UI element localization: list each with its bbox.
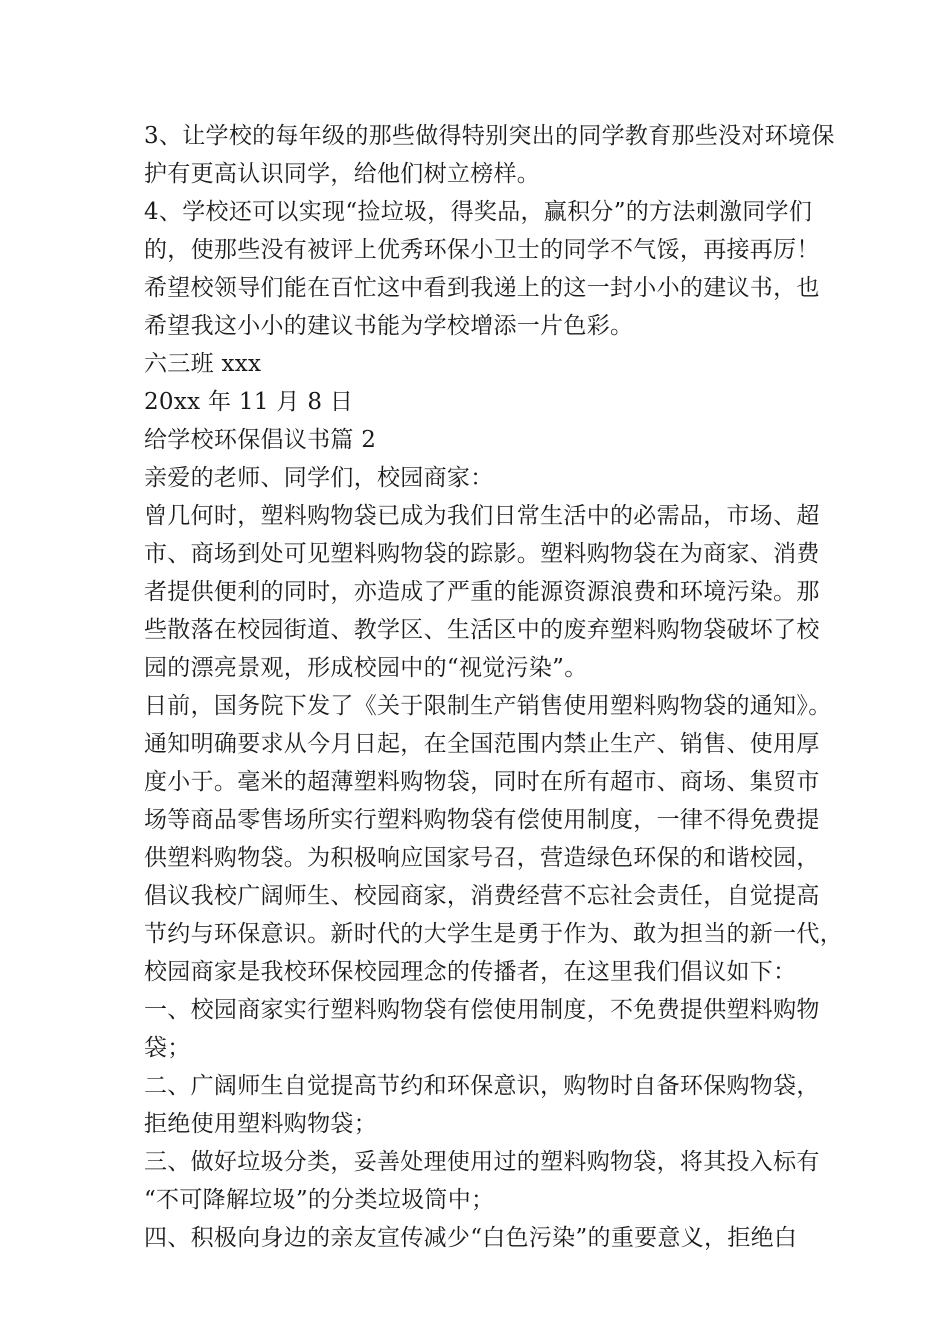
text-line: 日前，国务院下发了《关于限制生产销售使用塑料购物袋的通知》。 — [144, 693, 832, 719]
text-line: 的，使那些没有被评上优秀环保小卫士的同学不气馁，再接再厉！ — [144, 237, 820, 263]
text-line: 些散落在校园街道、教学区、生活区中的废弃塑料购物袋破坏了校 — [144, 617, 820, 643]
text-line: 园的漂亮景观，形成校园中的“视觉污染”。 — [144, 655, 588, 681]
text-line: 度小于。毫米的超薄塑料购物袋，同时在所有超市、商场、集贸市 — [144, 769, 820, 795]
signature-class: 六三班 xxx — [144, 351, 262, 377]
text-line: 曾几何时，塑料购物袋已成为我们日常生活中的必需品，市场、超 — [144, 503, 820, 529]
text-line: 袋； — [144, 1035, 191, 1061]
section-title: 给学校环保倡议书篇 2 — [144, 427, 377, 453]
text-line: 希望我这小小的建议书能为学校增添一片色彩。 — [144, 313, 634, 339]
text-line: 供塑料购物袋。为积极响应国家号召，营造绿色环保的和谐校园， — [144, 845, 820, 871]
text-line: 倡议我校广阔师生、校园商家，消费经营不忘社会责任，自觉提高 — [144, 883, 820, 909]
text-line: 校园商家是我校环保校园理念的传播者，在这里我们倡议如下： — [144, 959, 797, 985]
text-line: 一、校园商家实行塑料购物袋有偿使用制度，不免费提供塑料购物 — [144, 997, 820, 1023]
text-line: 三、做好垃圾分类，妥善处理使用过的塑料购物袋，将其投入标有 — [144, 1149, 820, 1175]
text-line: 者提供便利的同时，亦造成了严重的能源资源浪费和环境污染。那 — [144, 579, 820, 605]
text-line: 3、让学校的每年级的那些做得特别突出的同学教育那些没对环境保 — [144, 123, 835, 149]
signature-date: 20xx 年 11 月 8 日 — [144, 389, 354, 415]
document-body — [144, 117, 843, 1257]
text-line: 四、积极向身边的亲友宣传减少“白色污染”的重要意义，拒绝白 — [144, 1225, 798, 1251]
text-line: 护有更高认识同学，给他们树立榜样。 — [144, 161, 541, 187]
text-line: 拒绝使用塑料购物袋； — [144, 1111, 377, 1137]
text-line: 通知明确要求从今月日起，在全国范围内禁止生产、销售、使用厚 — [144, 731, 820, 757]
text-line: 节约与环保意识。新时代的大学生是勇于作为、敢为担当的新一代， — [144, 921, 843, 947]
text-line: 二、广阔师生自觉提高节约和环保意识，购物时自备环保购物袋， — [144, 1073, 820, 1099]
text-line: 希望校领导们能在百忙这中看到我递上的这一封小小的建议书，也 — [144, 275, 820, 301]
salutation: 亲爱的老师、同学们，校园商家： — [144, 465, 494, 491]
text-line: 4、学校还可以实现“捡垃圾，得奖品，赢积分”的方法刺激同学们 — [144, 199, 813, 225]
text-line: “不可降解垃圾”的分类垃圾筒中； — [144, 1187, 495, 1213]
text-line: 场等商品零售场所实行塑料购物袋有偿使用制度，一律不得免费提 — [144, 807, 820, 833]
text-line: 市、商场到处可见塑料购物袋的踪影。塑料购物袋在为商家、消费 — [144, 541, 820, 567]
